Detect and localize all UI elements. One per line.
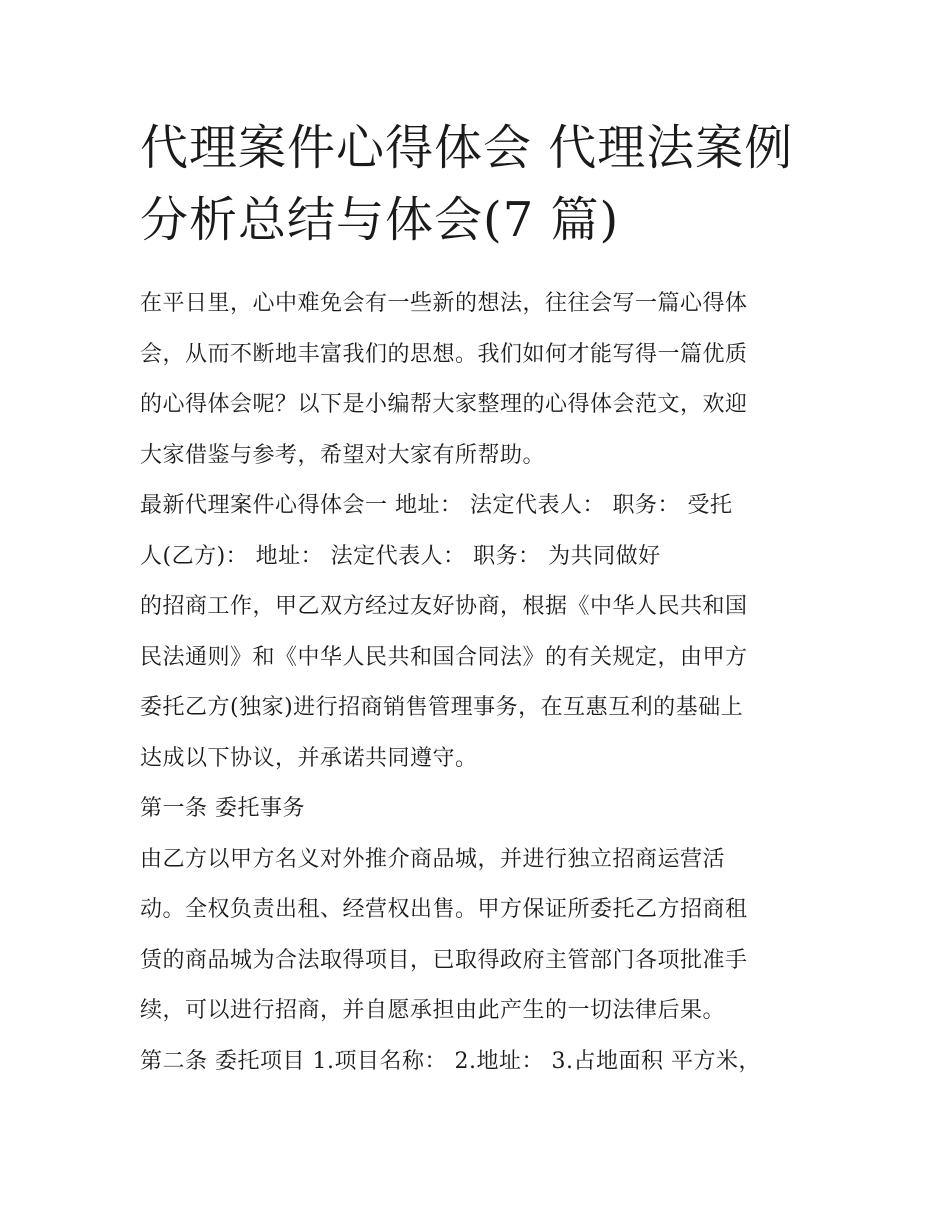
body-line: 的招商工作，甲乙双方经过友好协商，根据《中华人民共和国 [140,594,748,619]
body-line: 赁的商品城为合法取得项目，已取得政府主管部门各项批准手 [140,947,748,973]
body-line: 委托乙方(独家)进行招商销售管理事务，在互惠互利的基础上 [140,695,744,720]
body-line: 大家借鉴与参考，希望对大家有所帮助。 [140,442,546,468]
section-heading: 第二条 委托项目 1.项目名称： 2.地址： 3.占地面积 平方米， [140,1048,761,1074]
body-line: 达成以下协议，并承诺共同遵守。 [140,745,478,771]
title-line: 分析总结与体会(7 篇) [140,192,620,248]
body-line: 的心得体会呢？以下是小编帮大家整理的心得体会范文，欢迎 [140,392,748,417]
body-line: 会，从而不断地丰富我们的思想。我们如何才能写得一篇优质 [140,341,748,367]
body-line: 动。全权负责出租、经营权出售。甲方保证所委托乙方招商租 [140,897,748,922]
document-body [140,279,820,1087]
section-heading: 第一条 委托事务 [140,796,305,821]
body-line: 民法通则》和《中华人民共和国合同法》的有关规定，由甲方 [140,644,748,670]
title-line: 代理案件心得体会 代理法案例 [140,120,794,176]
body-line: 续，可以进行招商，并自愿承担由此产生的一切法律后果。 [140,998,726,1023]
body-line: 人(乙方)： 地址： 法定代表人： 职务： 为共同做好 [140,543,661,569]
body-line: 最新代理案件心得体会一 地址： 法定代表人： 职务： 受托 [140,493,733,518]
body-line: 由乙方以甲方名义对外推介商品城，并进行独立招商运营活 [140,846,726,872]
document-title [140,112,820,256]
body-line: 在平日里，心中难免会有一些新的想法，往往会写一篇心得体 [140,291,748,316]
